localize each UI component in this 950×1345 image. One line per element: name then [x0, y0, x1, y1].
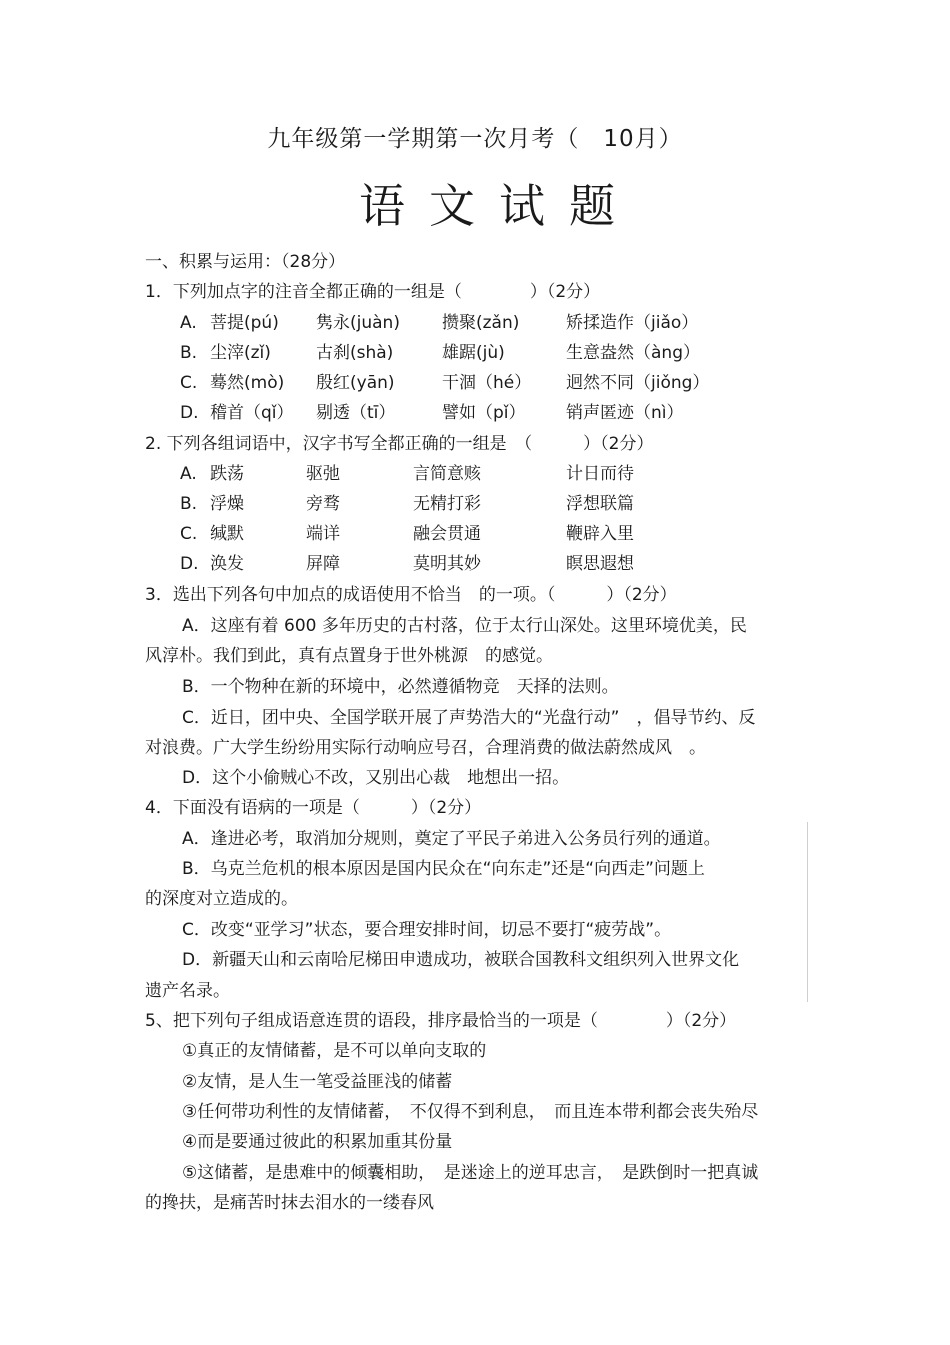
option-letter: B.	[180, 343, 198, 363]
section-heading: 一、积累与运用：（28分）	[145, 252, 346, 272]
q4-option-b-line1: B．乌克兰危机的根本原因是国内民众在“向东走”还是“向西走”问题上	[182, 859, 705, 879]
option-item: 蓦然(mò)	[210, 373, 285, 393]
option-item: 莫明其妙	[413, 554, 481, 574]
option-item: 瞑思遐想	[566, 554, 634, 574]
question-3-stem: 3．选出下列各句中加点的成语使用不恰当 的一项。（ ）（2分）	[145, 585, 677, 605]
q4-option-d-line1: D．新疆天山和云南哈尼梯田申遗成功，被联合国教科文组织列入世界文化	[182, 950, 740, 970]
option-item: 古刹(shà)	[316, 343, 394, 363]
option-item: 鞭辟入里	[566, 524, 634, 544]
option-letter: C.	[180, 373, 198, 393]
option-item: 涣发	[210, 554, 244, 574]
question-5-stem: 5、把下列句子组成语意连贯的语段，排序最恰当的一项是（ ）（2分）	[145, 1011, 737, 1031]
option-item: 尘滓(zǐ)	[210, 343, 271, 363]
option-letter: D.	[180, 554, 199, 574]
q5-sentence-5-line2: 的搀扶，是痛苦时抹去泪水的一缕春风	[145, 1193, 434, 1213]
option-letter: A.	[180, 464, 197, 484]
q3-option-c-line1: C．近日，团中央、全国学联开展了声势浩大的“光盘行动” ，倡导节约、反	[182, 708, 756, 728]
option-item: 旁骛	[306, 494, 340, 514]
option-item: 矫揉造作（jiǎo）	[566, 313, 699, 333]
option-item: 隽永(juàn)	[316, 313, 400, 333]
q4-option-a: A．逢进必考，取消加分规则，奠定了平民子弟进入公务员行列的通道。	[182, 829, 721, 849]
option-item: 剔透（tī）	[316, 403, 396, 423]
subject-title: 语文试题	[359, 179, 639, 233]
q3-option-a-line2: 风淳朴。我们到此，真有点置身于世外桃源 的感觉。	[145, 646, 553, 666]
option-item: 雄踞(jù)	[442, 343, 505, 363]
option-item: 干涸（hé）	[442, 373, 532, 393]
option-item: 跌荡	[210, 464, 244, 484]
option-item: 迥然不同（jiǒng）	[566, 373, 710, 393]
option-item: 攒聚(zǎn)	[442, 313, 520, 333]
q5-sentence-4: ④而是要通过彼此的积累加重其份量	[182, 1132, 453, 1152]
q5-sentence-3: ③任何带功利性的友情储蓄， 不仅得不到利息， 而且连本带利都会丧失殆尽	[182, 1102, 759, 1122]
option-item: 殷红(yān)	[316, 373, 395, 393]
option-item: 言简意赅	[413, 464, 481, 484]
question-2-stem: 2. 下列各组词语中，汉字书写全都正确的一组是 （ ）（2分）	[145, 434, 654, 454]
q5-sentence-1: ①真正的友情储蓄，是不可以单向支取的	[182, 1041, 487, 1061]
exam-title: 九年级第一学期第一次月考（ 10月）	[267, 126, 683, 152]
q3-option-b: B．一个物种在新的环境中，必然遵循物竞 天择的法则。	[182, 677, 619, 697]
q5-sentence-2: ②友情，是人生一笔受益匪浅的储蓄	[182, 1072, 453, 1092]
q3-option-d: D．这个小偷贼心不改，又别出心裁 地想出一招。	[182, 768, 570, 788]
option-item: 生意盎然（àng）	[566, 343, 700, 363]
option-item: 端详	[306, 524, 340, 544]
q4-option-b-line2: 的深度对立造成的。	[145, 889, 298, 909]
margin-rule	[807, 822, 808, 1002]
option-item: 浮燥	[210, 494, 244, 514]
q5-sentence-5-line1: ⑤这储蓄，是患难中的倾囊相助， 是迷途上的逆耳忠言， 是跌倒时一把真诚	[182, 1163, 759, 1183]
option-item: 计日而待	[566, 464, 634, 484]
question-4-stem: 4．下面没有语病的一项是（ ）（2分）	[145, 798, 482, 818]
q3-option-a-line1: A．这座有着 600 多年历史的古村落，位于太行山深处。这里环境优美，民	[182, 616, 747, 636]
option-letter: C.	[180, 524, 198, 544]
option-item: 稽首（qǐ）	[210, 403, 294, 423]
option-item: 譬如（pǐ）	[442, 403, 526, 423]
option-item: 销声匿迹（nì）	[566, 403, 684, 423]
question-1-stem: 1．下列加点字的注音全都正确的一组是（ ）（2分）	[145, 282, 601, 302]
option-letter: D.	[180, 403, 199, 423]
option-letter: A.	[180, 313, 197, 333]
option-item: 驱弛	[306, 464, 340, 484]
q4-option-c: C．改变“亚学习”状态，要合理安排时间，切忌不要打“疲劳战”。	[182, 920, 672, 940]
q3-option-c-line2: 对浪费。广大学生纷纷用实际行动响应号召，合理消费的做法蔚然成风 。	[145, 738, 706, 758]
option-item: 无精打彩	[413, 494, 481, 514]
option-item: 屏障	[306, 554, 340, 574]
q4-option-d-line2: 遗产名录。	[145, 981, 230, 1001]
option-item: 菩提(pú)	[210, 313, 279, 333]
option-item: 缄默	[210, 524, 244, 544]
option-item: 浮想联篇	[566, 494, 634, 514]
option-letter: B.	[180, 494, 198, 514]
option-item: 融会贯通	[413, 524, 481, 544]
